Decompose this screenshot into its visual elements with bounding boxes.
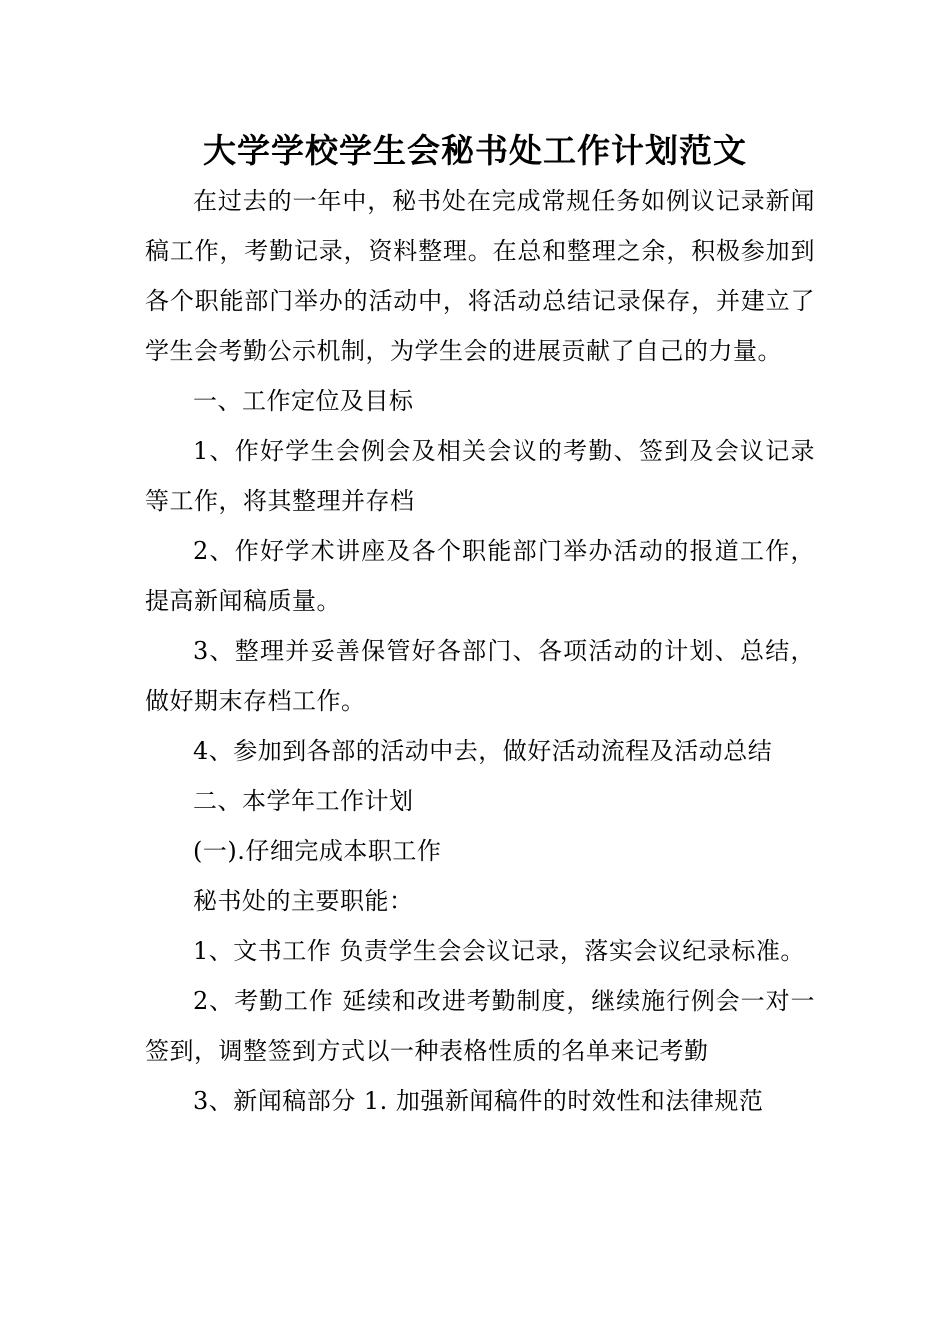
goal-item-2: 2、作好学术讲座及各个职能部门举办活动的报道工作，提高新闻稿质量。 xyxy=(145,537,815,615)
subheading-core-work: (一).仔细完成本职工作 xyxy=(193,837,442,865)
goal-item-3: 3、整理并妥善保管好各部门、各项活动的计划、总结，做好期末存档工作。 xyxy=(145,637,815,715)
document-body xyxy=(145,176,815,1126)
goal-item-1: 1、作好学生会例会及相关会议的考勤、签到及会议记录等工作，将其整理并存档 xyxy=(145,437,815,515)
document-title: 大学学校学生会秘书处工作计划范文 xyxy=(203,131,747,170)
function-item-2: 2、考勤工作 延续和改进考勤制度，继续施行例会一对一签到，调整签到方式以一种表格性质的名单来记考勤 xyxy=(145,987,815,1065)
heading-annual-plan: 二、本学年工作计划 xyxy=(193,787,414,815)
function-item-3: 3、新闻稿部分 1. 加强新闻稿件的时效性和法律规范 xyxy=(193,1087,764,1115)
goal-item-4: 4、参加到各部的活动中去，做好活动流程及活动总结 xyxy=(193,737,773,765)
heading-positioning-goals: 一、工作定位及目标 xyxy=(193,387,414,415)
subheading-main-functions: 秘书处的主要职能： xyxy=(193,887,414,915)
paragraph-intro: 在过去的一年中，秘书处在完成常规任务如例议记录新闻稿工作，考勤记录，资料整理。在总和整理之余，积极参加到各个职能部门举办的活动中，将活动总结记录保存，并建立了学生会考勤公示机制，为学生会的进展贡献了自己的力量。 xyxy=(145,187,815,365)
function-item-1: 1、文书工作 负责学生会会议记录，落实会议纪录标准。 xyxy=(193,937,805,965)
